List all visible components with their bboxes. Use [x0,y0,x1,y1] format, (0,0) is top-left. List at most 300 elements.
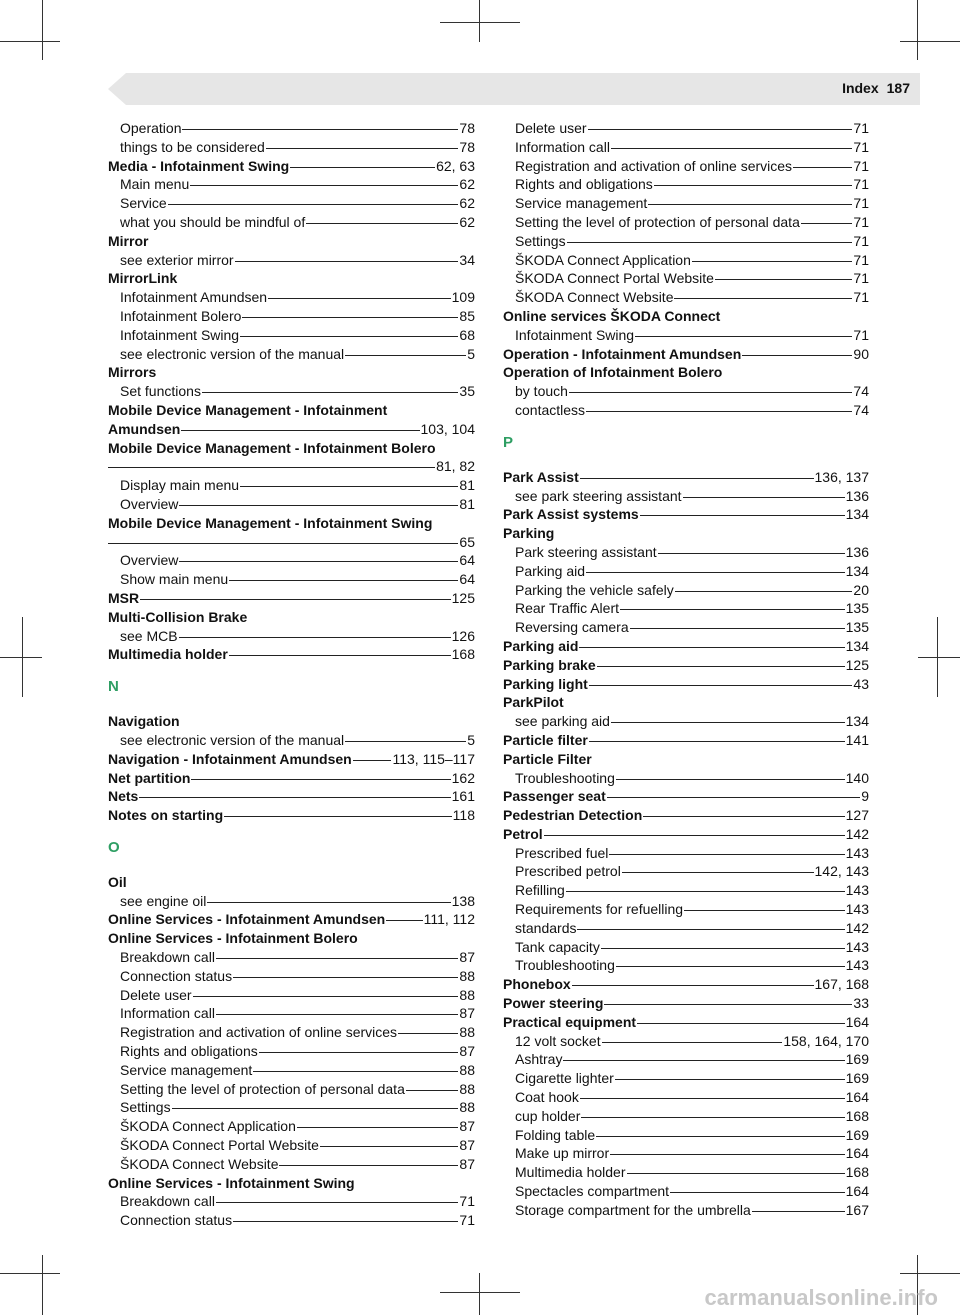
entry-page-ref[interactable]: 135 [845,619,869,636]
index-subentry [108,1117,475,1136]
entry-term: Breakdown call [120,949,215,966]
index-subentry [108,1155,475,1174]
entry-page-ref[interactable]: 78 [459,120,475,136]
crop-mark [918,657,960,658]
entry-page-ref[interactable]: 87 [459,1005,475,1022]
entry-page-ref[interactable]: 167, 168 [814,976,869,993]
dot-leader [353,760,392,761]
entry-page-ref[interactable]: 35 [459,383,475,400]
entry-term: Parking light [503,675,588,692]
entry-page-ref[interactable]: 88 [459,1061,475,1078]
entry-page-ref[interactable]: 125 [845,656,869,673]
section-title: Index [842,80,879,96]
entry-page-ref[interactable]: 5 [467,731,475,748]
entry-page-ref[interactable]: 81, 82 [436,458,475,475]
dot-leader [240,336,458,337]
entry-term: Parking the vehicle safely [515,581,674,598]
dot-leader [406,1090,459,1091]
dot-leader [179,637,451,638]
crop-mark [0,1273,60,1274]
entry-page-ref[interactable]: 62 [459,213,475,230]
index-subentry [108,627,475,646]
index-subentry [108,175,475,194]
index-subentry [108,1211,475,1230]
index-subentry [503,900,869,919]
index-entry [108,514,475,533]
entry-term: Settings [515,232,566,249]
dot-leader [675,591,853,592]
entry-page-ref[interactable]: 134 [845,562,869,579]
entry-page-ref[interactable]: 88 [459,967,475,984]
dot-leader [235,261,459,262]
index-subentry [108,326,475,345]
index-subentry [503,382,869,401]
entry-page-ref[interactable]: 71 [853,157,869,174]
entry-term: Infotainment Swing [120,326,240,343]
entry-page-ref[interactable]: 142, 143 [814,863,869,880]
entry-term: Pedestrian Detection [503,807,643,824]
entry-page-ref[interactable]: 71 [459,1212,475,1229]
dot-leader [179,505,458,506]
entry-page-ref[interactable]: 143 [845,882,869,899]
entry-page-ref[interactable]: 161 [451,788,475,805]
entry-term: Online Services - Infotainment Swing [108,1174,355,1191]
entry-term: Coat hook [515,1089,579,1106]
index-entry [503,307,869,326]
entry-term: Connection status [120,1212,233,1229]
dot-leader [297,1127,459,1128]
dot-leader [253,1071,458,1072]
dot-leader [581,1117,844,1118]
dot-leader [596,1136,844,1137]
entry-page-ref[interactable]: 138 [451,892,475,909]
index-subentry [503,251,869,270]
entry-page-ref[interactable]: 33 [853,995,869,1012]
dot-leader [233,1221,458,1222]
entry-term: Parking brake [503,656,596,673]
index-subentry [108,345,475,364]
entry-page-ref[interactable]: 142 [845,825,869,842]
entry-page-ref[interactable]: 88 [459,1024,475,1041]
index-subentry [108,892,475,911]
entry-term: Operation of Infotainment Bolero [503,364,723,381]
crop-mark [900,41,960,42]
entry-term: Practical equipment [503,1013,637,1030]
entry-term: Net partition [108,769,191,786]
dot-leader [140,599,451,600]
index-entry [503,994,869,1013]
dot-leader [580,478,814,479]
dot-leader [586,572,845,573]
entry-page-ref[interactable]: 85 [459,307,475,324]
entry-page-ref[interactable]: 142 [845,919,869,936]
entry-page-ref[interactable]: 5 [467,345,475,362]
index-subentry [108,967,475,986]
index-subentry [503,956,869,975]
dot-leader [637,1023,845,1024]
entry-page-ref[interactable]: 134 [845,506,869,523]
entry-term: MSR [108,589,140,606]
crop-mark [440,22,520,23]
entry-page-ref[interactable]: 65 [459,533,475,550]
index-subentry [503,1163,869,1182]
entry-page-ref[interactable]: 168 [845,1107,869,1124]
entry-term: ParkPilot [503,694,564,711]
index-subentry [108,288,475,307]
index-subentry [503,543,869,562]
dot-leader [306,223,458,224]
entry-page-ref[interactable]: 71 [459,1193,475,1210]
entry-term: Overview [120,495,179,512]
entry-page-ref[interactable]: 164 [845,1145,869,1162]
entry-term: 12 volt socket [515,1032,601,1049]
entry-term: Refilling [515,882,565,899]
entry-term: Prescribed fuel [515,844,609,861]
entry-page-ref[interactable]: 169 [845,1051,869,1068]
dot-leader [640,515,845,516]
dot-leader [216,958,458,959]
entry-page-ref[interactable]: 134 [845,637,869,654]
entry-page-ref[interactable]: 87 [459,949,475,966]
entry-term: Passenger seat [503,788,606,805]
entry-page-ref[interactable]: 169 [845,1070,869,1087]
entry-page-ref[interactable]: 43 [853,675,869,692]
entry-term: Power steering [503,995,604,1012]
entry-term: Connection status [120,967,233,984]
entry-page-ref[interactable]: 136 [845,543,869,560]
index-subentry [503,1088,869,1107]
entry-page-ref[interactable]: 164 [845,1183,869,1200]
dot-leader [320,1146,458,1147]
dot-leader [259,1052,459,1053]
index-subentry [503,269,869,288]
dot-leader [290,167,435,168]
entry-page-ref[interactable]: 87 [459,1137,475,1154]
index-subentry [503,1182,869,1201]
index-entry [108,439,475,458]
entry-page-ref[interactable]: 143 [845,938,869,955]
dot-leader [229,655,451,656]
dot-leader [386,920,422,921]
dot-leader [692,261,853,262]
entry-term: Particle Filter [503,750,592,767]
entry-term: Tank capacity [515,938,600,955]
entry-page-ref[interactable]: 74 [853,383,869,400]
index-subentry [503,919,869,938]
entry-term: Navigation - Infotainment Amundsen [108,750,352,767]
index-subentry [108,382,475,401]
entry-term: see electronic version of the manual [120,731,345,748]
entry-term: Settings [120,1099,171,1116]
entry-page-ref[interactable]: 113, 115–117 [392,750,475,767]
index-entry [108,420,475,439]
index-subentry [503,326,869,345]
entry-page-ref[interactable]: 34 [459,251,475,268]
crop-mark [42,1255,43,1315]
dot-leader [622,872,814,873]
dot-leader [567,242,853,243]
entry-page-ref[interactable]: 143 [845,901,869,918]
entry-page-ref[interactable]: 168 [845,1164,869,1181]
index-entry [108,533,475,552]
dot-leader [674,298,852,299]
entry-page-ref[interactable]: 71 [853,120,869,136]
dot-leader [569,392,852,393]
entry-page-ref[interactable]: 64 [459,552,475,569]
entry-page-ref[interactable]: 62 [459,176,475,193]
entry-page-ref[interactable]: 88 [459,986,475,1003]
crop-mark [917,0,918,60]
dot-leader [604,1004,852,1005]
dot-leader [266,148,459,149]
index-subentry [503,881,869,900]
index-subentry [108,551,475,570]
crop-mark [440,1292,520,1293]
index-entry [108,712,475,731]
entry-term: cup holder [515,1107,581,1124]
entry-page-ref[interactable]: 162 [451,769,475,786]
entry-term: Petrol [503,825,543,842]
entry-term: Setting the level of protection of personal data [120,1080,405,1097]
entry-term: Oil [108,873,127,890]
entry-page-ref[interactable]: 64 [459,571,475,588]
entry-term: Infotainment Bolero [120,307,242,324]
index-subentry [503,1032,869,1051]
entry-page-ref[interactable]: 71 [853,138,869,155]
entry-term: see electronic version of the manual [120,345,345,362]
entry-term: Mobile Device Management - Infotainment Swing [108,514,433,531]
dot-leader [233,977,458,978]
index-subentry [503,232,869,251]
entry-page-ref[interactable]: 134 [845,713,869,730]
index-subentry [108,194,475,213]
index-letter-heading: N [108,678,119,696]
entry-term: see MCB [120,627,178,644]
entry-term: Show main menu [120,571,229,588]
entry-page-ref[interactable]: 87 [459,1043,475,1060]
index-subentry [503,157,869,176]
dot-leader [182,129,458,130]
index-subentry [503,213,869,232]
entry-term: Delete user [120,986,192,1003]
index-subentry [503,138,869,157]
index-subentry [108,138,475,157]
entry-page-ref[interactable]: 71 [853,270,869,287]
index-entry [503,675,869,694]
entry-term: Ashtray [515,1051,563,1068]
dot-leader [279,1165,458,1166]
entry-term: Operation [120,120,182,136]
dot-leader [586,411,852,412]
index-entry [503,505,869,524]
index-entry [503,468,869,487]
page-number: 187 [886,80,910,96]
index-entry [503,787,869,806]
index-subentry [108,1080,475,1099]
entry-term: Delete user [515,120,587,136]
entry-term: Operation - Infotainment Amundsen [503,345,742,362]
dot-leader [181,430,419,431]
index-entry [108,929,475,948]
dot-leader [616,779,845,780]
index-entry [503,806,869,825]
index-entry [108,608,475,627]
entry-page-ref[interactable]: 62 [459,195,475,212]
entry-page-ref[interactable]: 164 [845,1089,869,1106]
entry-term: Nets [108,788,139,805]
entry-term: Park Assist systems [503,506,639,523]
index-subentry [503,119,869,138]
index-subentry [108,1136,475,1155]
index-subentry [108,1192,475,1211]
entry-page-ref[interactable]: 169 [845,1126,869,1143]
dot-leader [108,467,435,468]
entry-page-ref[interactable]: 81 [459,495,475,512]
dot-leader [602,1042,783,1043]
entry-page-ref[interactable]: 125 [451,589,475,606]
entry-page-ref[interactable]: 71 [853,176,869,193]
entry-page-ref[interactable]: 167 [845,1201,869,1218]
index-subentry [503,581,869,600]
dot-leader [179,561,458,562]
entry-page-ref[interactable]: 135 [845,600,869,617]
entry-term: Cigarette lighter [515,1070,614,1087]
entry-term: Registration and activation of online services [120,1024,398,1041]
index-entry [503,637,869,656]
index-entry [108,910,475,929]
entry-page-ref[interactable]: 140 [845,769,869,786]
index-subentry [108,1042,475,1061]
index-subentry [108,986,475,1005]
entry-page-ref[interactable]: 62, 63 [436,157,475,174]
entry-term: Setting the level of protection of personal data [515,213,800,230]
entry-page-ref[interactable]: 109 [451,289,475,306]
entry-page-ref[interactable]: 168 [451,646,475,663]
index-entry [503,656,869,675]
entry-page-ref[interactable]: 71 [853,195,869,212]
index-subentry [503,194,869,213]
entry-term: Folding table [515,1126,596,1143]
entry-page-ref[interactable]: 88 [459,1080,475,1097]
entry-term: what you should be mindful of [120,213,306,230]
entry-term: Multimedia holder [515,1164,626,1181]
dot-leader [610,1154,845,1155]
entry-page-ref[interactable]: 71 [853,213,869,230]
index-subentry [108,1061,475,1080]
entry-term: Information call [515,138,610,155]
dot-leader [216,1014,458,1015]
index-subentry [108,119,475,138]
entry-term: Breakdown call [120,1193,215,1210]
index-subentry [108,1098,475,1117]
index-subentry [108,1004,475,1023]
entry-term: ŠKODA Connect Website [515,289,674,306]
entry-page-ref[interactable]: 103, 104 [420,420,475,437]
crop-mark [0,657,42,658]
entry-term: Online Services - Infotainment Amundsen [108,911,386,928]
entry-term: ŠKODA Connect Portal Website [515,270,714,287]
entry-page-ref[interactable]: 164 [845,1013,869,1030]
crop-mark [479,0,480,42]
entry-page-ref[interactable]: 141 [845,731,869,748]
entry-page-ref[interactable]: 71 [853,326,869,343]
index-subentry [503,938,869,957]
entry-term: things to be considered [120,138,265,155]
index-letter-heading: O [108,838,120,856]
dot-leader [615,1079,845,1080]
entry-page-ref[interactable]: 87 [459,1118,475,1135]
index-subentry [108,1023,475,1042]
entry-page-ref[interactable]: 143 [845,957,869,974]
entry-term: Service management [515,195,648,212]
entry-page-ref[interactable]: 126 [451,627,475,644]
entry-page-ref[interactable]: 127 [845,807,869,824]
index-subentry [503,618,869,637]
entry-page-ref[interactable]: 158, 164, 170 [783,1032,869,1049]
entry-page-ref[interactable]: 20 [853,581,869,598]
dot-leader [216,1202,458,1203]
dot-leader [345,355,466,356]
dot-leader [207,902,450,903]
entry-page-ref[interactable]: 81 [459,477,475,494]
entry-term: ŠKODA Connect Website [120,1155,279,1172]
entry-page-ref[interactable]: 143 [845,844,869,861]
index-subentry [108,476,475,495]
entry-page-ref[interactable]: 136 [845,487,869,504]
entry-page-ref[interactable]: 78 [459,138,475,155]
entry-term: ŠKODA Connect Portal Website [120,1137,319,1154]
index-subentry [503,1107,869,1126]
entry-term: Mobile Device Management - Infotainment Bolero [108,439,436,456]
entry-term: Online services ŠKODA Connect [503,307,721,324]
entry-page-ref[interactable]: 71 [853,289,869,306]
index-subentry [108,948,475,967]
entry-term: Mirror [108,232,149,249]
entry-page-ref[interactable]: 90 [853,345,869,362]
entry-term: standards [515,919,577,936]
entry-term: Mirrors [108,364,157,381]
entry-page-ref[interactable]: 111, 112 [423,911,475,928]
index-column-right [503,119,869,1220]
entry-page-ref[interactable]: 136, 137 [814,468,869,485]
entry-term: Set functions [120,383,201,400]
entry-term: Navigation [108,713,180,730]
entry-page-ref[interactable]: 88 [459,1099,475,1116]
index-entry [108,645,475,664]
entry-page-ref[interactable]: 68 [459,326,475,343]
entry-term: Overview [120,552,179,569]
entry-page-ref[interactable]: 71 [853,251,869,268]
index-subentry [503,401,869,420]
dot-leader [589,685,853,686]
entry-term: Multimedia holder [108,646,228,663]
entry-term: see exterior mirror [120,251,234,268]
entry-page-ref[interactable]: 71 [853,232,869,249]
entry-term: Infotainment Swing [515,326,635,343]
dot-leader [580,1098,845,1099]
index-entry [503,524,869,543]
entry-term: Infotainment Amundsen [120,289,268,306]
entry-page-ref[interactable]: 118 [452,807,475,824]
index-subentry [108,307,475,326]
dot-leader [609,854,844,855]
entry-term: Rights and obligations [120,1043,258,1060]
entry-term: see parking aid [515,713,610,730]
entry-page-ref[interactable]: 87 [459,1155,475,1172]
dot-leader [191,779,450,780]
entry-page-ref[interactable]: 9 [861,788,869,805]
entry-page-ref[interactable]: 74 [853,401,869,418]
